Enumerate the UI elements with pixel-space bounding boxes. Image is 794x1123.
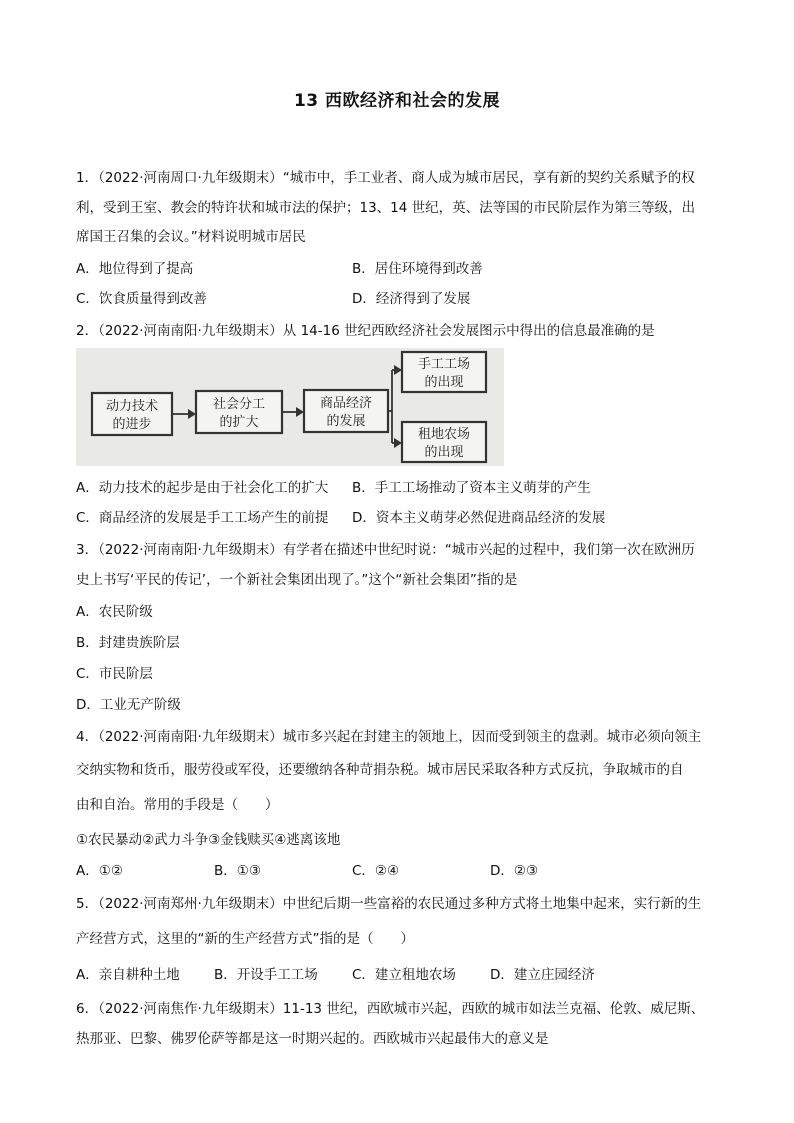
flow-diagram-svg — [76, 348, 504, 466]
q1-line-2: 利，受到王室、教会的特许状和城市法的保护；13、14 世纪，英、法等国的市民阶层作为第三等级，出 — [76, 200, 696, 216]
q2-line-1: 2．（2022·河南南阳·九年级期末）从 14-16 世纪西欧经济社会发展图示中得出的信息最准确的是 — [76, 323, 655, 339]
box5-line2: 的出现 — [424, 445, 464, 460]
q6-line-1: 6．（2022·河南焦作·九年级期末）11-13 世纪，西欧城市兴起，西欧的城市如法兰克福、伦敦、威尼斯、 — [76, 1001, 705, 1017]
arrow-bottom-head — [394, 438, 402, 448]
q3-line-1: 3．（2022·河南南阳·九年级期末）有学者在描述中世纪时说：“城市兴起的过程中，我们第一次在欧洲历 — [76, 542, 695, 558]
q3-line-2: 史上书写‘平民的传记’，一个新社会集团出现了。”这个“新社会集团”指的是 — [76, 572, 518, 588]
q3-option-c: C．市民阶层 — [76, 666, 153, 682]
q5-option-c: C．建立租地农场 — [352, 967, 456, 983]
q4-line-2: 交纳实物和货币，服劳役或军役，还要缴纳各种苛捐杂税。城市居民采取各种方式反抗，争取城市的自 — [76, 762, 684, 778]
q4-line-1: 4．（2022·河南南阳·九年级期末）城市多兴起在封建主的领地上，因而受到领主的盘剥。城市必须向领主 — [76, 729, 702, 745]
q4-option-b: B．①③ — [214, 863, 261, 879]
q5-line-1: 5．（2022·河南郑州·九年级期末）中世纪后期一些富裕的农民通过多种方式将土地集中起来，实行新的生 — [76, 896, 702, 912]
q4-line-3: 由和自治。常用的手段是（ ） — [76, 797, 279, 813]
box3-line2: 的发展 — [326, 414, 366, 429]
q2-option-b: B．手工工场推动了资本主义萌芽的产生 — [352, 480, 591, 496]
q4-option-a: A．①② — [76, 863, 123, 879]
q5-option-d: D．建立庄园经济 — [490, 967, 595, 983]
q1-option-d: D．经济得到了发展 — [352, 291, 471, 307]
box1-line2: 的进步 — [112, 417, 152, 432]
box2-line1: 社会分工 — [212, 397, 266, 412]
box3-line1: 商品经济 — [319, 396, 373, 411]
box1-line1: 动力技术 — [105, 399, 159, 414]
q4-option-d: D．②③ — [490, 863, 539, 879]
q1-line-1: 1．（2022·河南周口·九年级期末）“城市中，手工业者、商人成为城市居民，享有新的契约关系赋予的权 — [76, 170, 695, 186]
q5-option-a: A．亲自耕种土地 — [76, 967, 180, 983]
q5-option-b: B．开设手工工场 — [214, 967, 318, 983]
q1-option-b: B．居住环境得到改善 — [352, 261, 483, 277]
q3-option-b: B．封建贵族阶层 — [76, 635, 180, 651]
q2-option-a: A．动力技术的起步是由于社会化工的扩大 — [76, 480, 329, 496]
q4-option-c: C．②④ — [352, 863, 400, 879]
q4-line-4: ①农民暴动②武力斗争③金钱赎买④逃离该地 — [76, 832, 341, 848]
q1-line-3: 席国王召集的会议。”材料说明城市居民 — [76, 229, 306, 245]
q6-line-2: 热那亚、巴黎、佛罗伦萨等都是这一时期兴起的。西欧城市兴起最伟大的意义是 — [76, 1031, 549, 1047]
q1-option-c: C．饮食质量得到改善 — [76, 291, 207, 307]
q5-line-2: 产经营方式，这里的“新的生产经营方式”指的是（ ） — [76, 931, 414, 947]
arrow-top-head — [394, 365, 402, 375]
arrow-1-head — [188, 409, 196, 419]
q2-option-c: C．商品经济的发展是手工工场产生的前提 — [76, 510, 329, 526]
q1-option-a: A．地位得到了提高 — [76, 261, 194, 277]
q3-option-a: A．农民阶级 — [76, 604, 153, 620]
box5-line1: 租地农场 — [417, 427, 471, 442]
page-title: 13 西欧经济和社会的发展 — [293, 91, 501, 111]
box4-line1: 手工工场 — [417, 357, 471, 372]
box4-line2: 的出现 — [424, 375, 464, 390]
q2-option-d: D．资本主义萌芽必然促进商品经济的发展 — [352, 510, 606, 526]
box2-line2: 的扩大 — [219, 415, 259, 430]
arrow-2-head — [296, 407, 304, 417]
q3-option-d: D．工业无产阶级 — [76, 697, 181, 713]
flow-diagram — [76, 348, 504, 466]
